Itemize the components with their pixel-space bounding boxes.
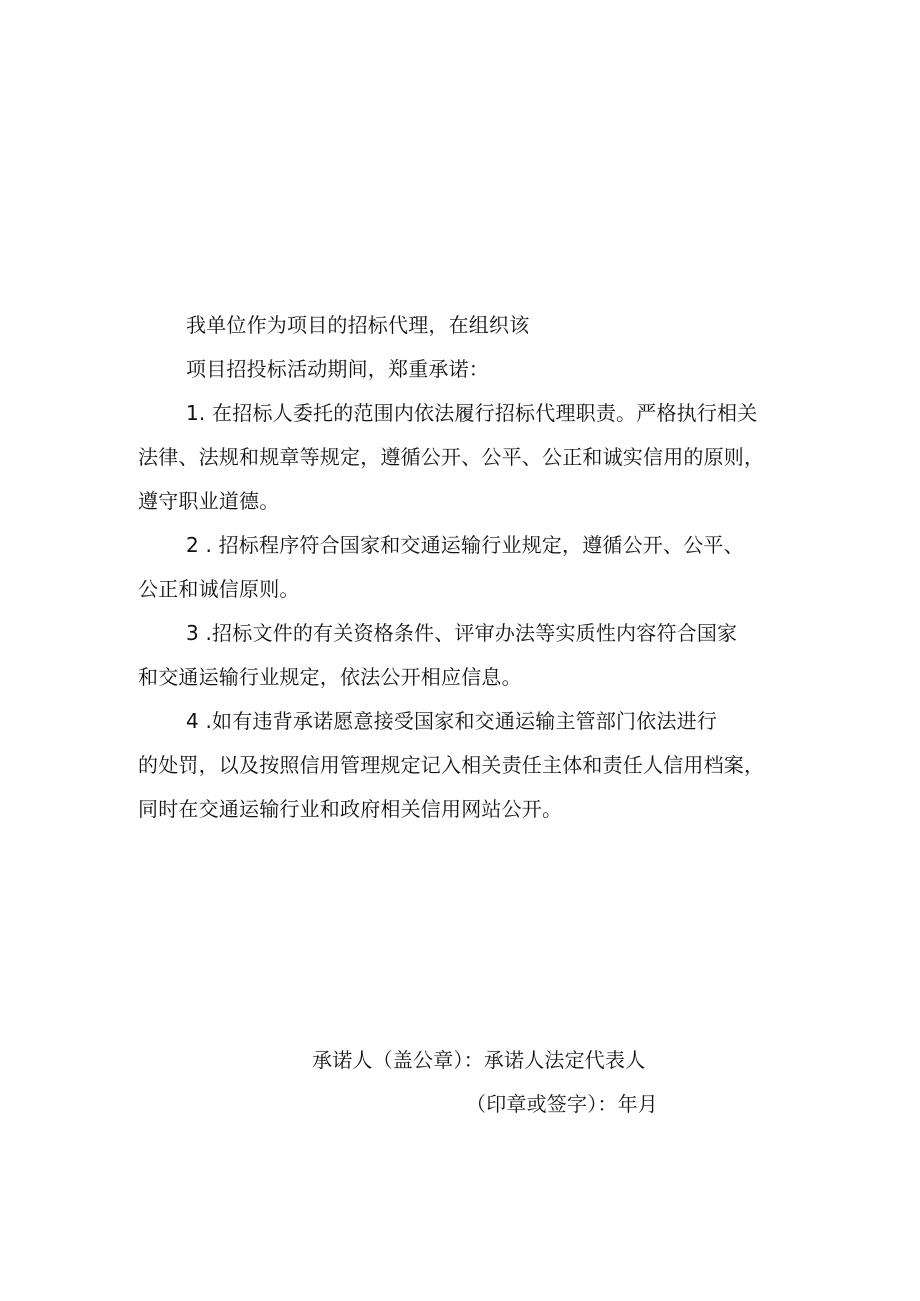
commitment-line: 的处罚，以及按照信用管理规定记入相关责任主体和责任人信用档案，	[138, 753, 765, 777]
commitment-line: 1. 在招标人委托的范围内依法履行招标代理职责。严格执行相关	[186, 401, 758, 425]
signature-line-promisor: 承诺人（盖公章）：承诺人法定代表人	[312, 1048, 646, 1072]
commitment-line: 遵守职业道德。	[138, 489, 280, 513]
commitment-line: 公正和诚信原则。	[138, 577, 300, 601]
commitment-line: 4 .如有违背承诺愿意接受国家和交通运输主管部门依法进行	[186, 709, 718, 733]
commitment-line: 2 . 招标程序符合国家和交通运输行业规定，遵循公开、公平、	[186, 533, 744, 557]
commitment-line: 和交通运输行业规定，依法公开相应信息。	[138, 665, 522, 689]
commitment-line: 法律、法规和规章等规定，遵循公开、公平、公正和诚实信用的原则，	[138, 445, 765, 469]
commitment-line: 同时在交通运输行业和政府相关信用网站公开。	[138, 797, 563, 821]
signature-line-seal-date: （印章或签字）：年月	[466, 1092, 658, 1116]
commitment-line: 3 .招标文件的有关资格条件、评审办法等实质性内容符合国家	[186, 621, 738, 645]
intro-line: 我单位作为项目的招标代理，在组织该	[186, 313, 530, 337]
intro-line: 项目招投标活动期间，郑重承诺：	[186, 357, 489, 381]
